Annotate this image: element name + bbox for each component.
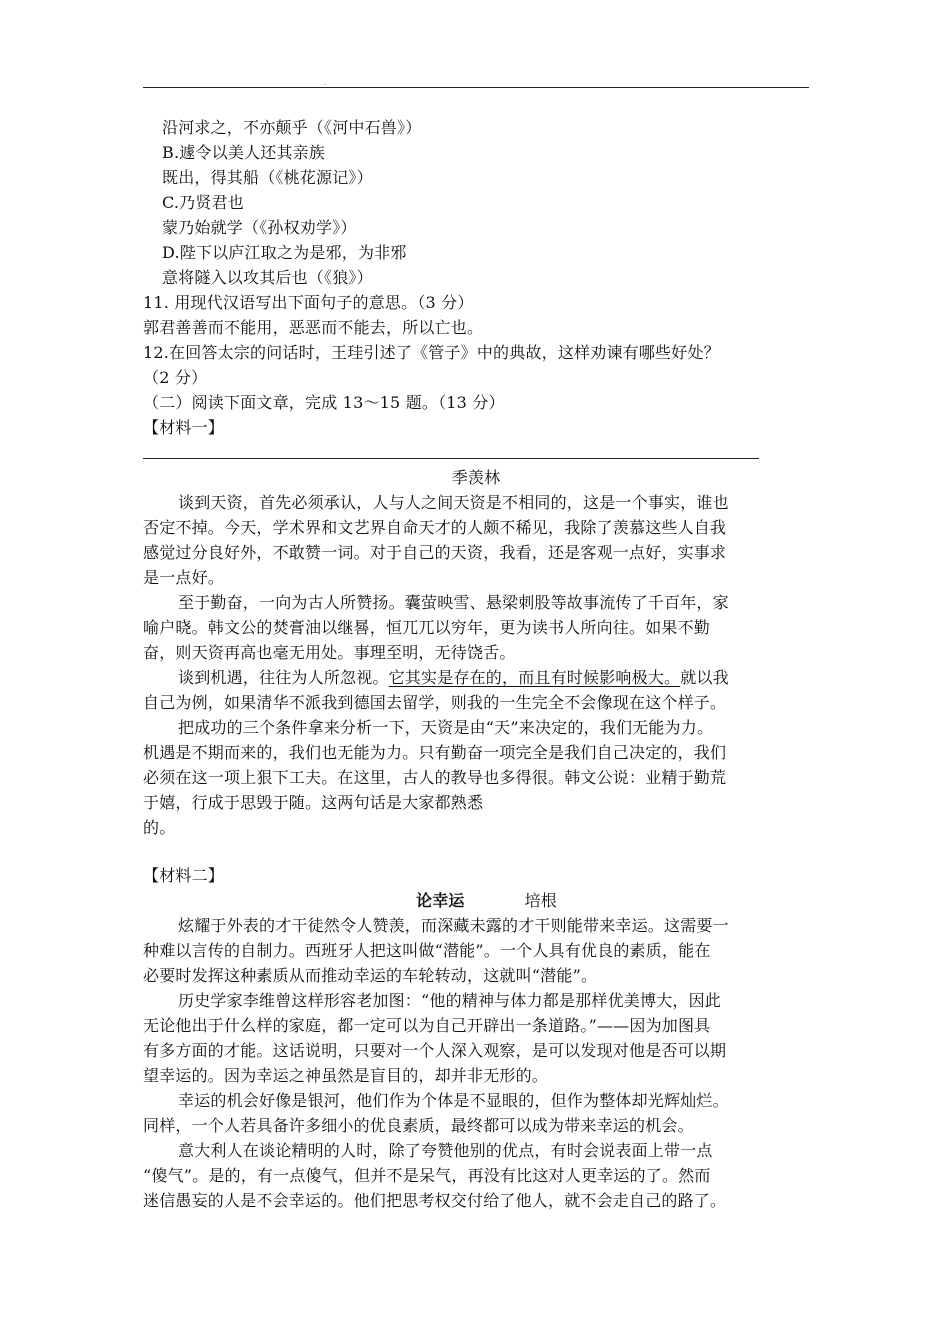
option-b-line2: 既出，得其船（《桃花源记》） <box>162 168 373 187</box>
article-title: 论幸运 <box>416 891 465 910</box>
material-one-rule <box>143 458 759 459</box>
material-one-heading: 【材料一】 <box>143 418 225 437</box>
material-two-line: 必要时发挥这种素质从而推动幸运的车轮转动，这就叫“潜能”。 <box>143 966 598 985</box>
material-one-line: 把成功的三个条件拿来分析一下，天资是由“天”来决定的，我们无能为力。 <box>178 718 714 737</box>
material-two-line: 种难以言传的自制力。西班牙人把这叫做“潜能”。一个人具有优良的素质，能在 <box>143 941 711 960</box>
option-b: B.遽令以美人还其亲族 <box>162 143 326 162</box>
material-one-line: 喻户晓。韩文公的焚膏油以继晷，恒兀兀以穷年，更为读书人所向往。如果不勤 <box>143 618 711 637</box>
article-author: 培根 <box>524 891 558 910</box>
option-c: C.乃贤君也 <box>162 193 244 212</box>
material-two-heading: 【材料二】 <box>143 866 225 885</box>
material-two-line: 炫耀于外表的才干徒然令人赞羡，而深藏未露的才干则能带来幸运。这需要一 <box>178 916 729 935</box>
material-one-line: 奋，则天资再高也毫无用处。事理至明，无待饶舌。 <box>143 643 516 662</box>
material-one-line: 感觉过分良好外，不敢赞一词。对于自己的天资，我看，还是客观一点好，实事求 <box>143 543 727 562</box>
plain-text: 就以我 <box>680 668 729 687</box>
section-two-title: （二）阅读下面文章，完成 13～15 题。（13 分） <box>143 393 505 412</box>
material-two-line: “傻气”。是的，有一点傻气，但并不是呆气，再没有比这对人更幸运的了。然而 <box>143 1166 711 1185</box>
material-two-line: 有多方面的才能。这话说明，只要对一个人深入观察，是可以发现对他是否可以期 <box>143 1041 727 1060</box>
material-one-line: 必须在这一项上狠下工夫。在这里，古人的教导也多得很。韩文公说：业精于勤荒 <box>143 768 727 787</box>
material-one-line: 于嬉，行成于思毁于随。这两句话是大家都熟悉 <box>143 793 484 812</box>
material-one-line: 至于勤奋，一向为古人所赞扬。囊萤映雪、悬梁刺股等故事流传了千百年，家 <box>178 593 729 612</box>
plain-text: 谈到机遇，往往为人所忽视。 <box>178 668 389 687</box>
material-one-line: 自己为例，如果清华不派我到德国去留学，则我的一生完全不会像现在这个样子。 <box>143 693 727 712</box>
material-one-author: 季羡林 <box>451 468 501 487</box>
material-two-line: 望幸运的。因为幸运之神虽然是盲目的，却并非无形的。 <box>143 1066 549 1085</box>
underlined-sentence: 它其实是存在的，而且有时候影响极大。 <box>388 668 681 687</box>
material-one-line: 的。 <box>143 818 176 837</box>
option-d-line2: 意将隧入以攻其后也（《狼》） <box>162 268 373 287</box>
material-two-title-line <box>416 891 557 911</box>
material-one-line: 谈到天资，首先必须承认，人与人之间天资是不相同的，这是一个事实，谁也 <box>178 493 729 512</box>
material-two-line: 意大利人在谈论精明的人时，除了夸赞他别的优点，有时会说表面上带一点 <box>178 1141 713 1160</box>
material-one-line: 机遇是不期而来的，我们也无能为力。只有勤奋一项完全是我们自己决定的，我们 <box>143 743 727 762</box>
header-dot: . <box>324 78 327 87</box>
material-two-line: 幸运的机会好像是银河，他们作为个体是不显眼的，但作为整体却光辉灿烂。 <box>178 1091 729 1110</box>
material-two-line: 同样，一个人若具备许多细小的优良素质，最终都可以成为带来幸运的机会。 <box>143 1116 694 1135</box>
material-one-line: 否定不掉。今天，学术界和文艺界自命天才的人颇不稀见，我除了羡慕这些人自我 <box>143 518 727 537</box>
option-a-line2: 沿河求之，不亦颠乎（《河中石兽》） <box>162 118 422 137</box>
material-one-line-underlined <box>178 668 729 688</box>
material-one-line: 是一点好。 <box>143 568 225 587</box>
option-d: D.陛下以庐江取之为是邪，为非邪 <box>162 243 407 262</box>
question-11-sentence: 郭君善善而不能用，恶恶而不能去，所以亡也。 <box>143 318 484 337</box>
question-12: 12.在回答太宗的问话时，王珪引述了《管子》中的典故，这样劝谏有哪些好处？ <box>143 343 720 362</box>
material-two-line: 迷信愚妄的人是不会幸运的。他们把思考权交付给了他人，就不会走自己的路了。 <box>143 1191 727 1210</box>
option-c-line2: 蒙乃始就学（《孙权劝学》） <box>162 218 357 237</box>
header-rule <box>143 87 809 88</box>
material-two-line: 无论他出于什么样的家庭，都一定可以为自己开辟出一条道路。”——因为加图具 <box>143 1016 711 1035</box>
material-two-line: 历史学家李维曾这样形容老加图：“他的精神与体力都是那样优美博大，因此 <box>178 991 721 1010</box>
question-12-score: （2 分） <box>143 368 208 387</box>
question-11: 11. 用现代汉语写出下面句子的意思。（3 分） <box>143 293 474 312</box>
